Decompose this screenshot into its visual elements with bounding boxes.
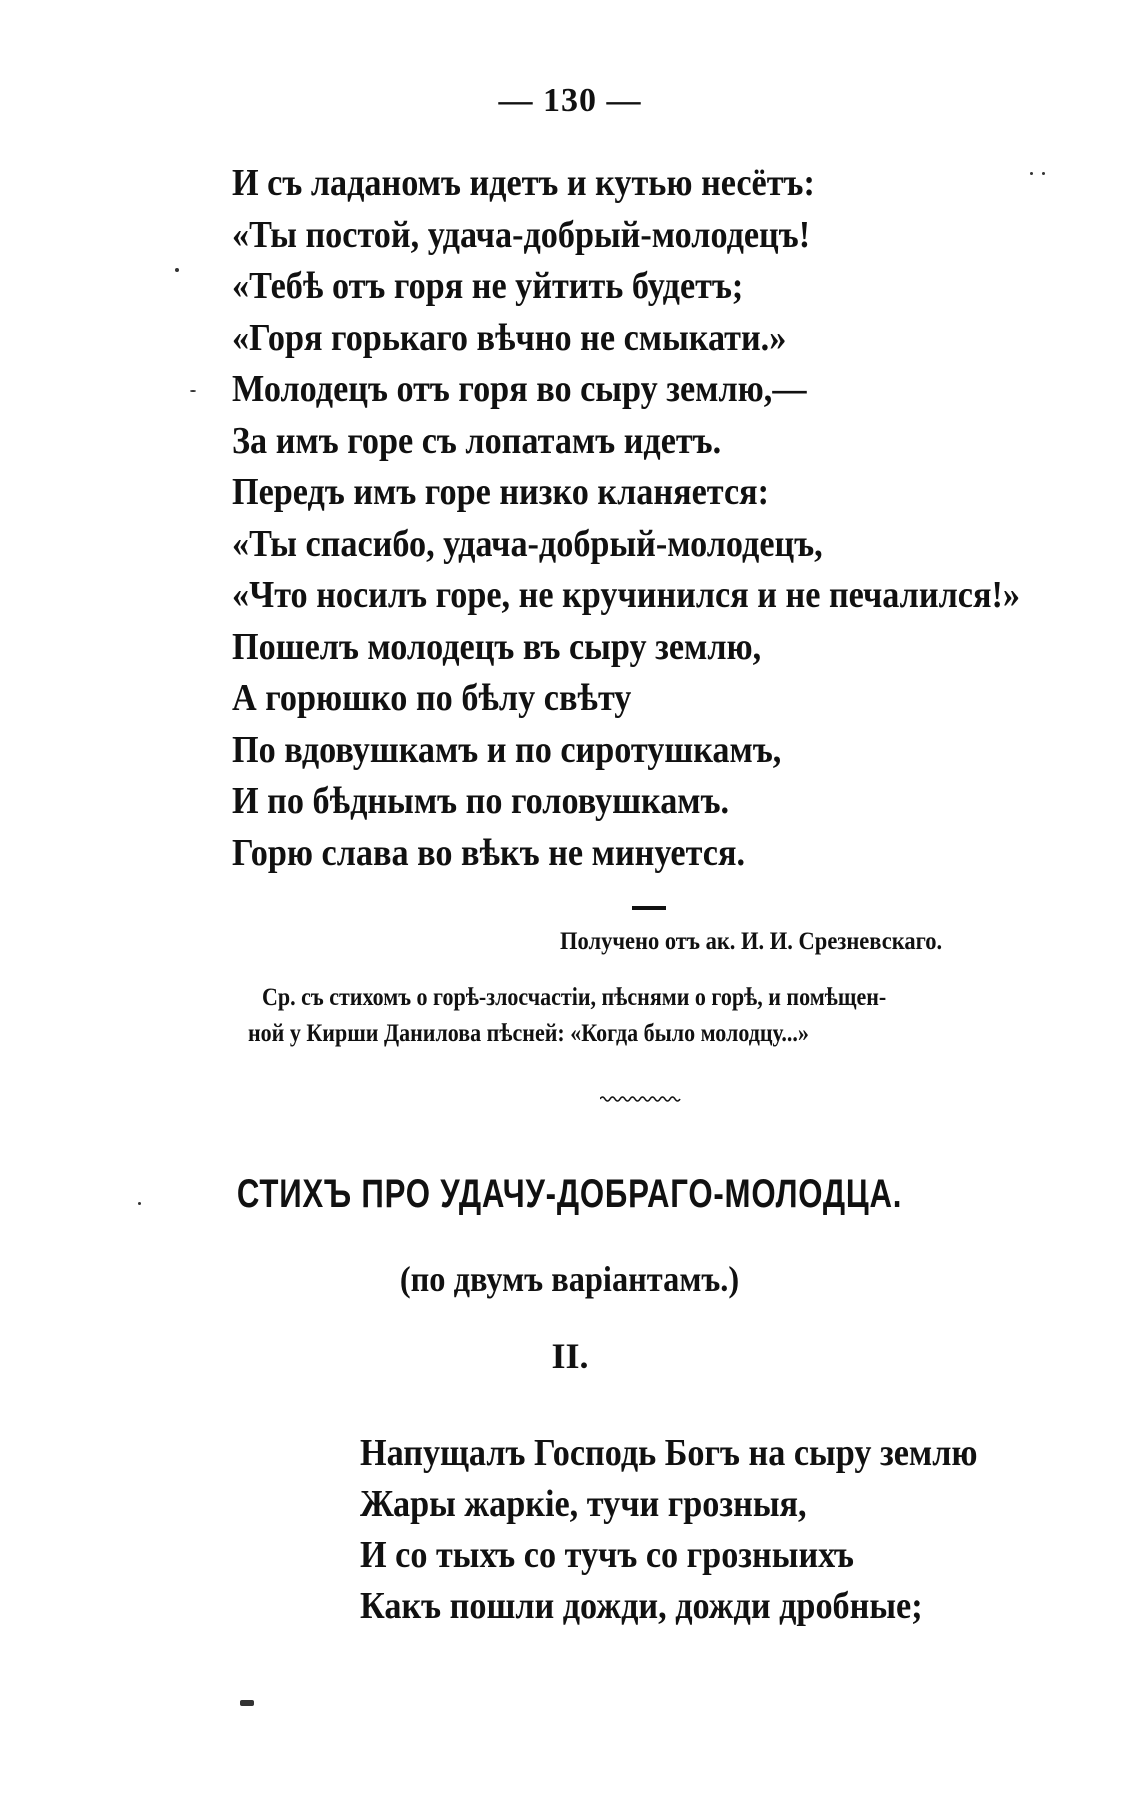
scan-speck (1030, 172, 1033, 175)
verse-line: Напущалъ Господь Богъ на сыру землю (360, 1432, 978, 1474)
scan-speck (190, 390, 196, 392)
scan-speck (138, 1202, 141, 1205)
scan-speck (240, 1700, 254, 1706)
verse-block-part-2 (360, 1428, 1080, 1632)
verse-line: Жары жаркіе, тучи грозныя, (360, 1483, 807, 1525)
scan-speck (1042, 172, 1045, 175)
dash-separator (632, 906, 666, 910)
verse-line: И по бѣднымъ по головушкамъ. (232, 780, 730, 822)
verse-line: Передъ имъ горе низко кланяется: (232, 471, 770, 513)
scan-speck (175, 268, 179, 272)
verse-line: По вдовушкамъ и по сиротушкамъ, (232, 728, 782, 771)
section-subtitle-text: (по двумъ варіантамъ.) (400, 1259, 740, 1299)
editorial-note (248, 980, 1102, 1052)
wavy-separator (600, 1094, 682, 1104)
source-attribution: Получено отъ ак. И. И. Срезневскаго. (560, 928, 943, 955)
verse-line: Пошелъ молодецъ въ сыру землю, (232, 625, 762, 668)
verse-line: За имъ горе съ лопатамъ идетъ. (232, 419, 722, 462)
page-number: — 130 — (498, 82, 642, 119)
section-subtitle (0, 1258, 1140, 1300)
verse-line: И со тыхъ со тучъ со грозныихъ (360, 1534, 854, 1576)
verse-block-part-1 (232, 158, 1092, 879)
verse-line: А горюшко по бѣлу свѣту (232, 677, 632, 719)
note-line: ной у Кирши Данилова пѣсней: «Когда было молодцу...» (248, 1020, 809, 1047)
verse-line: Молодецъ отъ горя во сыру землю,— (232, 368, 807, 410)
verse-line: Горю слава во вѣкъ не минуется. (232, 831, 746, 874)
section-title (0, 1172, 1140, 1217)
verse-line: «Ты спасибо, удача-добрый-молодецъ, (232, 522, 823, 565)
verse-line: «Что носилъ горе, не кручинился и не печалился!» (232, 574, 1020, 616)
verse-line: «Ты постой, удача-добрый-молодецъ! (232, 213, 811, 256)
part-numeral: II. (551, 1336, 589, 1376)
verse-line: «Тебѣ отъ горя не уйтить будетъ; (232, 265, 744, 307)
section-title-text: СТИХЪ ПРО УДАЧУ-ДОБРАГО-МОЛОДЦА. (237, 1172, 903, 1216)
verse-line: Какъ пошли дожди, дожди дробные; (360, 1585, 923, 1627)
verse-line: И съ ладаномъ идетъ и кутью несётъ: (232, 162, 815, 204)
verse-line: «Горя горькаго вѣчно не смыкати.» (232, 316, 787, 359)
note-line: Ср. съ стихомъ о горѣ-злосчастіи, пѣснями о горѣ, и помѣщен- (262, 984, 887, 1011)
